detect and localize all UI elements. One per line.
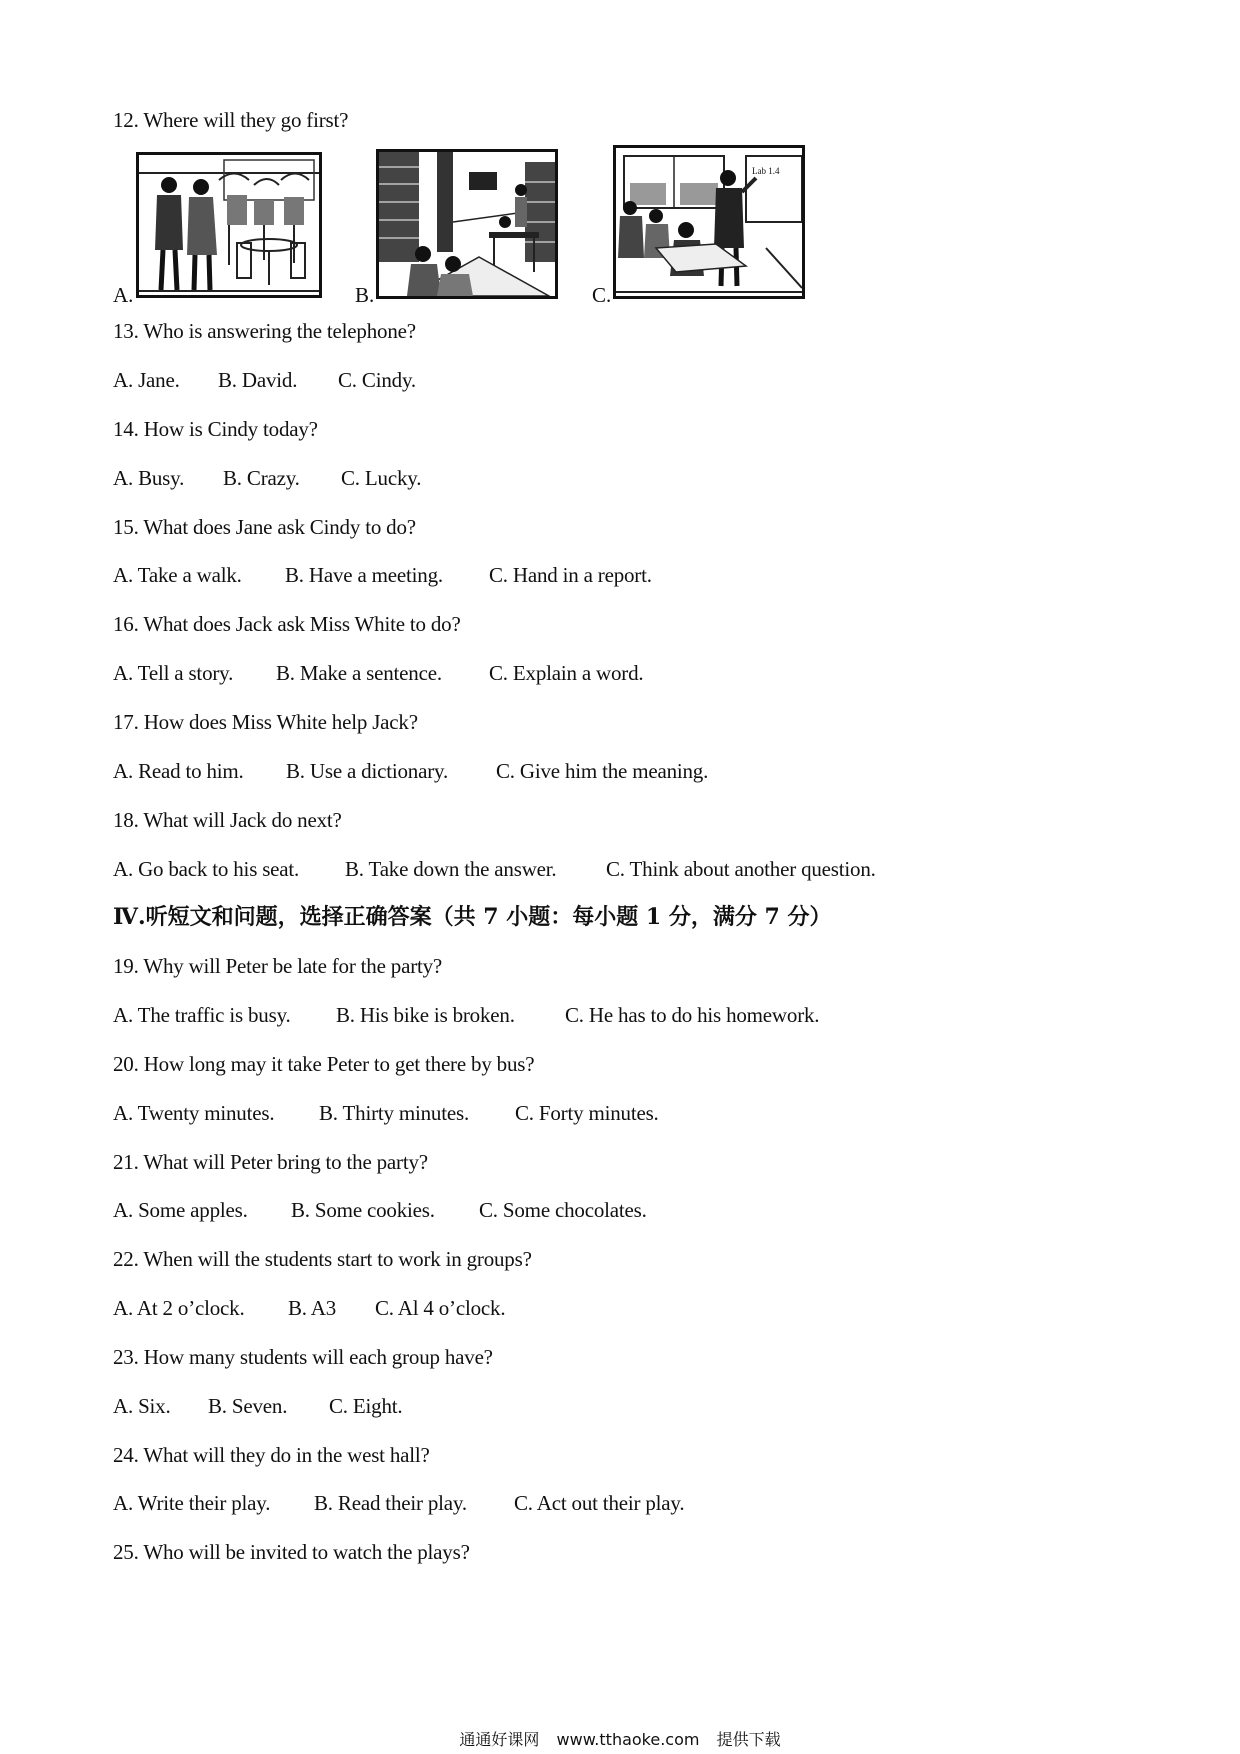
- options-21: [113, 1197, 647, 1223]
- options-16: [113, 660, 643, 686]
- board-text: Lab 1.4: [752, 166, 780, 176]
- option-15-b: B. Have a meeting.: [285, 563, 443, 587]
- option-20-c: C. Forty minutes.: [515, 1101, 659, 1125]
- option-15-a: A. Take a walk.: [113, 563, 242, 587]
- option-17-c: C. Give him the meaning.: [496, 759, 709, 783]
- option-23-b: B. Seven.: [208, 1394, 288, 1418]
- footer-note: 提供下载: [716, 1730, 781, 1749]
- question-12: 12. Where will they go first?: [113, 108, 349, 132]
- cafe-picture: [136, 152, 322, 298]
- page-footer: [0, 1727, 1240, 1750]
- question-15: 15. What does Jane ask Cindy to do?: [113, 515, 416, 539]
- question-21: 21. What will Peter bring to the party?: [113, 1150, 428, 1174]
- option-21-a: A. Some apples.: [113, 1198, 248, 1222]
- option-19-b: B. His bike is broken.: [336, 1003, 515, 1027]
- option-21-b: B. Some cookies.: [291, 1198, 435, 1222]
- question-14: 14. How is Cindy today?: [113, 417, 318, 441]
- classroom-picture: [613, 145, 805, 299]
- question-17: 17. How does Miss White help Jack?: [113, 710, 418, 734]
- option-13-b: B. David.: [218, 368, 298, 392]
- option-24-a: A. Write their play.: [113, 1491, 271, 1515]
- option-16-a: A. Tell a story.: [113, 661, 234, 685]
- option-c-label: C.: [592, 283, 612, 307]
- option-b-label: B.: [355, 283, 375, 307]
- option-14-c: C. Lucky.: [341, 466, 422, 490]
- option-13-a: A. Jane.: [113, 368, 180, 392]
- option-22-c: C. Al 4 o’clock.: [375, 1296, 506, 1320]
- options-23: [113, 1393, 402, 1419]
- option-18-a: A. Go back to his seat.: [113, 857, 300, 881]
- question-16: 16. What does Jack ask Miss White to do?: [113, 612, 461, 636]
- footer-url[interactable]: www.tthaoke.com: [556, 1730, 700, 1749]
- option-14-b: B. Crazy.: [223, 466, 300, 490]
- option-23-a: A. Six.: [113, 1394, 171, 1418]
- question-20: 20. How long may it take Peter to get there by bus?: [113, 1052, 535, 1076]
- options-18: [113, 856, 876, 882]
- question-18: 18. What will Jack do next?: [113, 808, 342, 832]
- footer-site-name: 通通好课网: [459, 1730, 540, 1749]
- options-14: [113, 465, 421, 491]
- option-16-b: B. Make a sentence.: [276, 661, 442, 685]
- question-25: 25. Who will be invited to watch the plays?: [113, 1540, 470, 1564]
- option-24-c: C. Act out their play.: [514, 1491, 685, 1515]
- option-22-b: B. A3: [288, 1296, 337, 1320]
- options-17: [113, 758, 708, 784]
- option-13-c: C. Cindy.: [338, 368, 416, 392]
- option-23-c: C. Eight.: [329, 1394, 403, 1418]
- option-22-a: A. At 2 o’clock.: [113, 1296, 245, 1320]
- options-20: [113, 1100, 659, 1126]
- option-15-c: C. Hand in a report.: [489, 563, 652, 587]
- options-13: [113, 367, 416, 393]
- option-18-b: B. Take down the answer.: [345, 857, 557, 881]
- options-19: [113, 1002, 819, 1028]
- question-22: 22. When will the students start to work in groups?: [113, 1247, 532, 1271]
- option-17-b: B. Use a dictionary.: [286, 759, 449, 783]
- question-24: 24. What will they do in the west hall?: [113, 1443, 430, 1467]
- option-19-c: C. He has to do his homework.: [565, 1003, 820, 1027]
- library-picture: [376, 149, 558, 299]
- option-20-b: B. Thirty minutes.: [319, 1101, 470, 1125]
- question-19: 19. Why will Peter be late for the party?: [113, 954, 443, 978]
- option-16-c: C. Explain a word.: [489, 661, 644, 685]
- options-22: [113, 1295, 505, 1321]
- option-24-b: B. Read their play.: [314, 1491, 467, 1515]
- option-17-a: A. Read to him.: [113, 759, 244, 783]
- option-14-a: A. Busy.: [113, 466, 185, 490]
- options-24: [113, 1490, 684, 1516]
- option-19-a: A. The traffic is busy.: [113, 1003, 291, 1027]
- question-13: 13. Who is answering the telephone?: [113, 319, 416, 343]
- options-15: [113, 562, 652, 588]
- question-23: 23. How many students will each group have?: [113, 1345, 493, 1369]
- option-a-label: A.: [113, 283, 134, 307]
- option-20-a: A. Twenty minutes.: [113, 1101, 275, 1125]
- section-iv-title: Ⅳ.听短文和问题，选择正确答案（共 7 小题：每小题 1 分，满分 7 分）: [113, 904, 832, 930]
- option-21-c: C. Some chocolates.: [479, 1198, 647, 1222]
- option-18-c: C. Think about another question.: [606, 857, 876, 881]
